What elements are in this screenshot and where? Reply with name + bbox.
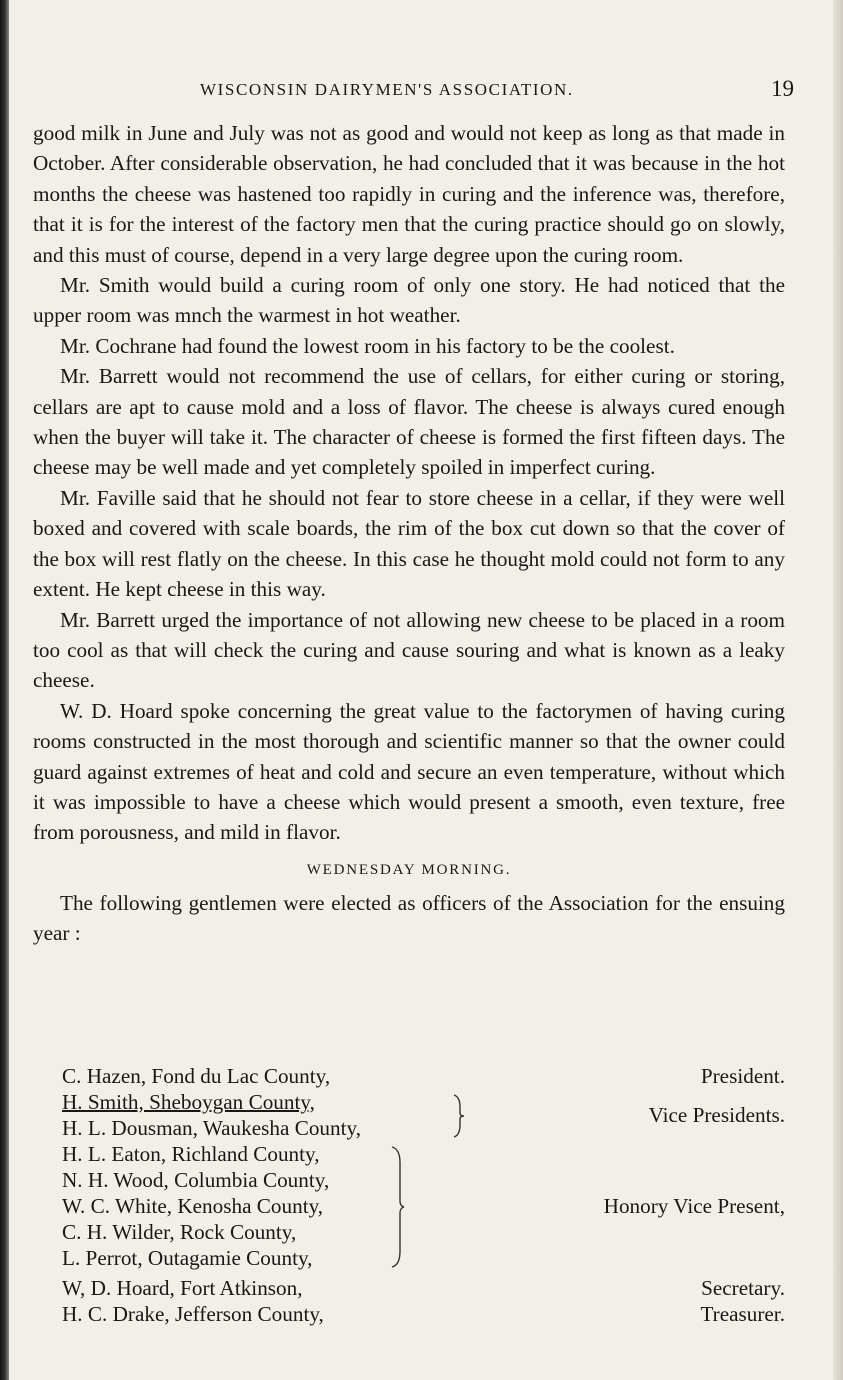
paragraph-continued: good milk in June and July was not as good and would not keep as long as that made in October. After considerable observation, he had concluded that it was because in the hot months the cheese was hastened too rapidly in curing and the inference was, therefore, that it is for the interest of the factory men that the curing practice should go on slowly, and this must of course, depend in a very large degree upon the curing room. — [33, 121, 785, 267]
brace-icon — [451, 1093, 465, 1139]
page-edge — [833, 0, 843, 1380]
treasurer-title: Treasurer. — [700, 1302, 785, 1326]
officers-intro: The following gentlemen were elected as officers of the Association for the ensuing year : — [33, 890, 785, 946]
honorary-vice-name: N. H. Wood, Columbia County, — [62, 1168, 330, 1192]
honorary-vice-name: L. Perrot, Outagamie County, — [62, 1246, 313, 1270]
treasurer-name: H. C. Drake, Jefferson County, — [62, 1302, 324, 1326]
running-head: WISCONSIN DAIRYMEN'S ASSOCIATION. — [200, 80, 574, 99]
honorary-vice-name: H. L. Eaton, Richland County, — [62, 1142, 320, 1166]
vice-presidents-group — [33, 1089, 785, 1141]
section-heading: WEDNESDAY MORNING. — [306, 861, 512, 878]
paragraph-hoard: W. D. Hoard spoke concerning the great value to the factorymen of having curing rooms constructed in the most thorough and scientific manner so that the owner could guard against extremes of heat and cold and secure an even temperature, without which it was impossible to have a cheese which would present a smooth, even texture, free from porousness, and mild in flavor. — [33, 698, 785, 845]
honorary-vice-name: W. C. White, Kenosha County, — [62, 1194, 324, 1218]
brace-icon — [389, 1145, 405, 1269]
paragraph-faville: Mr. Faville said that he should not fear to store cheese in a cellar, if they were well boxed and covered with scale boards, the rim of the box cut down so that the cover of the box will rest flatly on the cheese. In this case he thought mold could not form to any extent. He kept cheese in this way. — [33, 485, 785, 602]
president-name: C. Hazen, Fond du Lac County, — [62, 1064, 331, 1088]
paragraph-smith: Mr. Smith would build a curing room of only one story. He had noticed that the upper room was mnch the warmest in hot weather. — [33, 273, 785, 328]
body-text — [33, 118, 785, 949]
honorary-vice-name: C. H. Wilder, Rock County, — [62, 1220, 297, 1244]
honorary-vice-title: Honory Vice Present, — [603, 1194, 785, 1218]
paragraph-barrett-cool: Mr. Barrett urged the importance of not allowing new cheese to be placed in a room too cool as that will check the curing and cause souring and what is known as a leaky cheese. — [33, 607, 785, 693]
honorary-vice-group — [33, 1141, 785, 1271]
paragraph-cochrane: Mr. Cochrane had found the lowest room in his factory to be the coolest. — [60, 333, 675, 358]
page-number: 19 — [771, 76, 794, 101]
officers-list — [33, 1063, 785, 1327]
secretary-row — [33, 1275, 785, 1301]
vice-president-name: H. Smith, Sheboygan County, — [62, 1090, 315, 1114]
president-title: President. — [700, 1064, 785, 1088]
vice-president-name: H. L. Dousman, Waukesha County, — [62, 1116, 362, 1140]
vice-presidents-title: Vice Presidents. — [648, 1103, 785, 1127]
page-header — [40, 78, 796, 108]
treasurer-row — [33, 1301, 785, 1327]
secretary-title: Secretary. — [701, 1276, 785, 1300]
binding-edge — [0, 0, 9, 1380]
paragraph-barrett-cellars: Mr. Barrett would not recommend the use of cellars, for either curing or storing, cellars are apt to cause mold and a loss of flavor. The cheese is always cured enough when the buyer will take it. The character of cheese is formed the first fifteen days. The cheese may be well made and yet completely spoiled in imperfect curing. — [33, 364, 785, 480]
secretary-name: W, D. Hoard, Fort Atkinson, — [62, 1276, 303, 1300]
president-row — [33, 1063, 785, 1089]
